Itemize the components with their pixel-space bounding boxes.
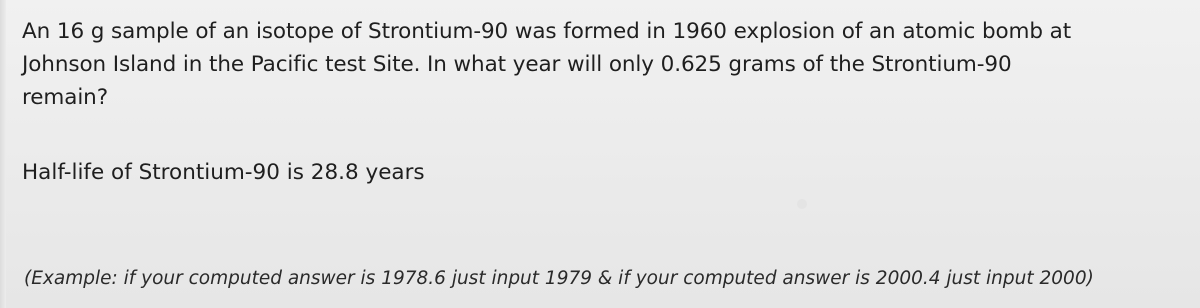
half-life-statement: Half-life of Strontium-90 is 28.8 years	[22, 160, 425, 185]
question-line-1: An 16 g sample of an isotope of Strontium-90 was formed in 1960 explosion of an atomic bomb at	[22, 19, 1072, 44]
left-border	[0, 0, 6, 308]
example-instruction: (Example: if your computed answer is 1978.6 just input 1979 & if your computed answer is 2000.4 just input 2000)	[24, 268, 1094, 289]
question-line-3: remain?	[22, 85, 109, 110]
faint-dot-mark	[797, 199, 807, 209]
question-text	[22, 15, 1192, 114]
question-line-2: Johnson Island in the Pacific test Site. In what year will only 0.625 grams of the Strontium-90	[22, 52, 1012, 77]
